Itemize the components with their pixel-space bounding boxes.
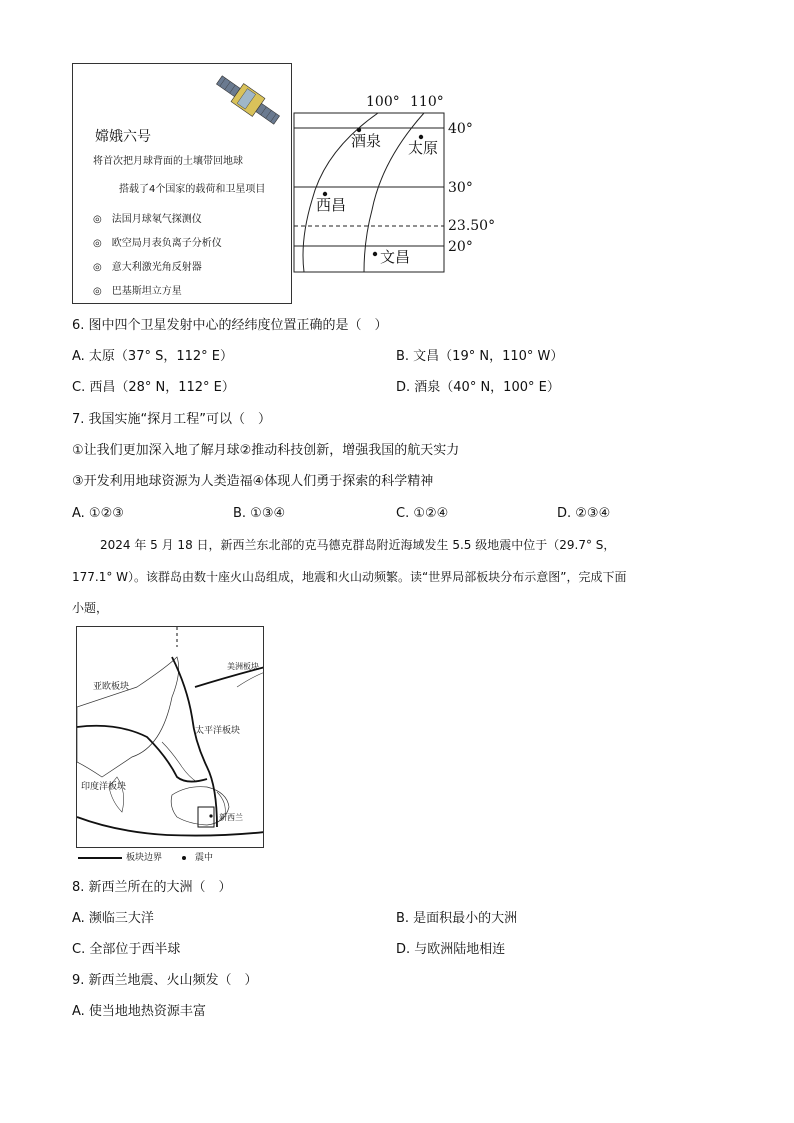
q7-stem: 7. 我国实施“探月工程”可以（ ） — [72, 412, 272, 427]
lat-label-20: 20° — [448, 239, 473, 255]
lat-label-23-5: 23.50° — [448, 218, 496, 234]
passage-line-1: 2024 年 5 月 18 日，新西兰东北部的克马德克群岛附近海域发生 5.5 级地震中位于（29.7° S， — [100, 538, 616, 552]
bullet-icon: ◎ — [93, 238, 102, 249]
q6-option-a: A. 太原（37° S，112° E） — [72, 349, 234, 364]
legend-boundary-line-icon — [78, 853, 124, 863]
lat-label-40: 40° — [448, 121, 473, 137]
plate-distribution-map — [76, 626, 264, 848]
lon-label-100: 100° — [366, 94, 400, 110]
label-american-plate: 美洲板块 — [227, 662, 259, 671]
q6-stem: 6. 图中四个卫星发射中心的经纬度位置正确的是（ ） — [72, 318, 388, 333]
infobox-title: 嫦娥六号 — [95, 129, 151, 145]
q6-option-d: D. 酒泉（40° N，100° E） — [396, 380, 560, 395]
q6-option-c: C. 西昌（28° N，112° E） — [72, 380, 235, 395]
q7-option-b: B. ①③④ — [233, 506, 286, 521]
site-label-wenchang: 文昌 — [380, 248, 411, 266]
q7-statement-2: ③开发利用地球资源为人类造福④体现人们勇于探索的科学精神 — [72, 474, 434, 489]
legend-epicenter-label: 震中 — [195, 853, 214, 863]
satellite-icon — [211, 69, 285, 131]
q8-option-b: B. 是面积最小的大洲 — [396, 911, 518, 926]
label-pacific-plate: 太平洋板块 — [195, 726, 241, 736]
infobox-item: ◎ 巴基斯坦立方星 — [93, 286, 182, 297]
change6-infobox — [72, 63, 292, 304]
q9-option-a: A. 使当地地热资源丰富 — [72, 1004, 206, 1019]
label-new-zealand: 新西兰 — [219, 813, 243, 822]
q9-stem: 9. 新西兰地震、火山频发（ ） — [72, 973, 258, 988]
q7-option-c: C. ①②④ — [396, 506, 449, 521]
q7-statement-1: ①让我们更加深入地了解月球②推动科技创新，增强我国的航天实力 — [72, 443, 460, 458]
legend-epicenter-dot-icon — [180, 854, 188, 862]
wenchang-point — [373, 252, 377, 256]
lon-label-110: 110° — [410, 94, 444, 110]
label-indian-ocean-plate: 印度洋板块 — [81, 782, 127, 792]
infobox-line-1: 将首次把月球背面的土壤带回地球 — [93, 156, 243, 167]
site-label-jiuquan: 酒泉 — [351, 132, 382, 150]
q7-option-a: A. ①②③ — [72, 506, 124, 521]
site-label-xichang: 西昌 — [316, 196, 347, 214]
label-eurasian-plate: 亚欧板块 — [93, 682, 130, 692]
q8-option-c: C. 全部位于西半球 — [72, 942, 181, 957]
legend-boundary-label: 板块边界 — [126, 853, 163, 863]
q6-option-b: B. 文昌（19° N，110° W） — [396, 349, 564, 364]
infobox-line-2: 搭载了4个国家的载荷和卫星项目 — [119, 184, 266, 195]
q7-option-d: D. ②③④ — [557, 506, 611, 521]
bullet-icon: ◎ — [93, 214, 102, 225]
infobox-item: ◎ 意大利激光角反射器 — [93, 262, 202, 273]
site-label-taiyuan: 太原 — [408, 139, 439, 157]
infobox-item: ◎ 欧空局月表负离子分析仪 — [93, 238, 222, 249]
bullet-icon: ◎ — [93, 262, 102, 273]
infobox-item: ◎ 法国月球氡气探测仪 — [93, 214, 202, 225]
epicenter-point — [209, 814, 212, 817]
bullet-icon: ◎ — [93, 286, 102, 297]
q8-stem: 8. 新西兰所在的大洲（ ） — [72, 880, 232, 895]
q8-option-d: D. 与欧洲陆地相连 — [396, 942, 506, 957]
passage-line-2: 177.1° W）。该群岛由数十座火山岛组成，地震和火山动频繁。读“世界局部板块分布示意图”，完成下面 — [72, 570, 627, 584]
passage-line-3: 小题， — [72, 601, 109, 615]
lat-label-30: 30° — [448, 180, 473, 196]
q8-option-a: A. 濒临三大洋 — [72, 911, 154, 926]
